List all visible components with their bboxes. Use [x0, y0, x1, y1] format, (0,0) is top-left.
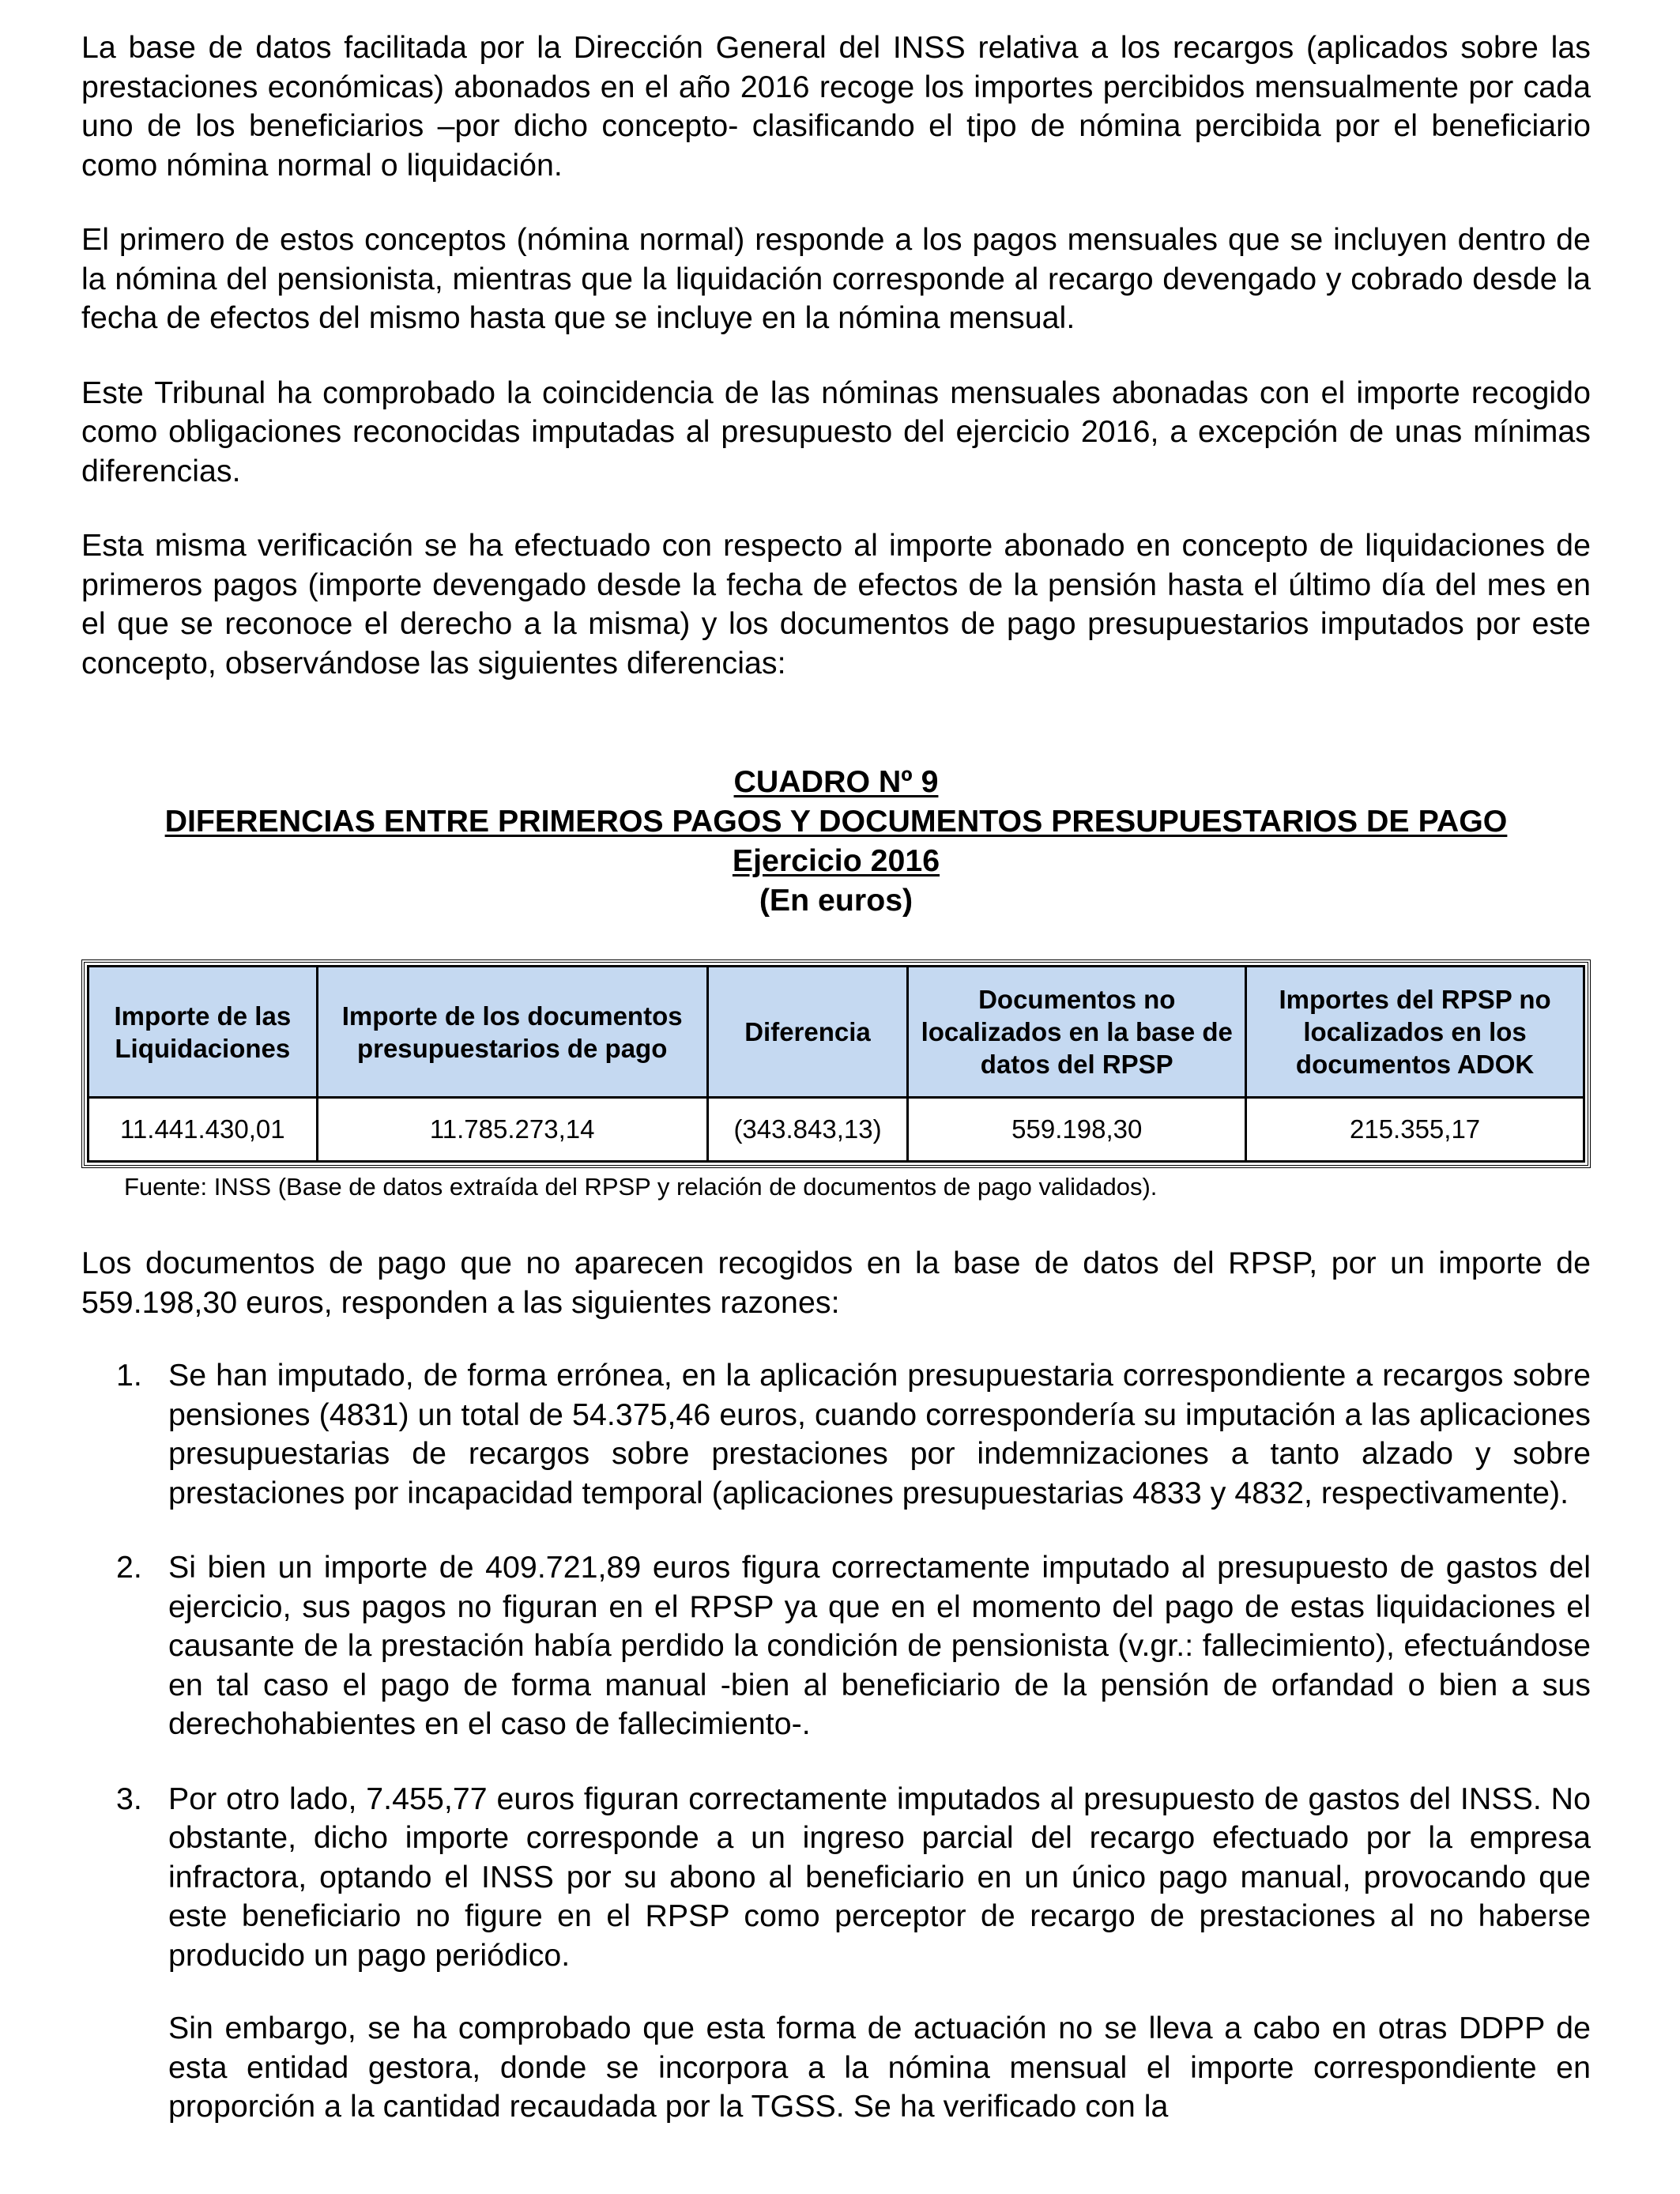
- cell-no-localizados: 559.198,30: [908, 1098, 1246, 1162]
- header-liquidaciones: Importe de las Liquidaciones: [89, 967, 318, 1098]
- list-item: [81, 1780, 1591, 1976]
- paragraph-3: Este Tribunal ha comprobado la coincidencia de las nóminas mensuales abonadas con el importe recogido como obligaciones reconocidas imputadas al presupuesto del ejercicio 2016, a excepción de unas mínimas diferencias.: [81, 375, 1591, 488]
- list-item: [81, 1548, 1591, 1744]
- reasons-list: [81, 1356, 1591, 1975]
- header-no-localizados: Documentos no localizados en la base de datos del RPSP: [908, 967, 1246, 1098]
- table-frame: [81, 959, 1591, 1168]
- table-header-row: [89, 967, 1584, 1098]
- list-number: 1.: [116, 1358, 142, 1393]
- list-number: 2.: [116, 1550, 142, 1585]
- list-number: 3.: [116, 1781, 142, 1816]
- header-documentos: Importe de los documentos presupuestarios de pago: [317, 967, 707, 1098]
- table-row: [89, 1098, 1584, 1162]
- final-paragraph: Sin embargo, se ha comprobado que esta forma de actuación no se lleva a cabo en otras DDPP de esta entidad gestora, donde se incorpora a la nómina mensual el importe correspondiente en proporción a la cantidad recaudada por la TGSS. Se ha verificado con la: [168, 2011, 1591, 2124]
- paragraph-2: El primero de estos conceptos (nómina normal) responde a los pagos mensuales que se incluyen dentro de la nómina del pensionista, mientras que la liquidación corresponde al recargo devengado y cobrado desde la fecha de efectos del mismo hasta que se incluye en la nómina mensual.: [81, 222, 1591, 335]
- table-units: (En euros): [759, 883, 913, 918]
- cell-documentos: 11.785.273,14: [317, 1098, 707, 1162]
- list-item-text: Si bien un importe de 409.721,89 euros figura correctamente imputado al presupuesto de gastos del ejercicio, sus pagos no figuran en el RPSP ya que en el momento del pago de estas liquidaciones el causante de la prestación había perdido la condición de pensionista (v.gr.: fallecimiento), efectuándose en tal caso el pago de forma manual -bien al beneficiario de la pensión de orfandad o bien a sus derechohabientes en el caso de fallecimiento-.: [168, 1550, 1591, 1741]
- header-diferencia: Diferencia: [707, 967, 908, 1098]
- cell-liquidaciones: 11.441.430,01: [89, 1098, 318, 1162]
- list-item-text: Se han imputado, de forma errónea, en la aplicación presupuestaria correspondiente a recargos sobre pensiones (4831) un total de 54.375,46 euros, cuando correspondería su imputación a las aplicaciones presupuestarias de recargos sobre prestaciones por indemnizaciones a tanto alzado y sobre prestaciones por incapacidad temporal (aplicaciones presupuestarias 4833 y 4832, respectivamente).: [168, 1358, 1591, 1510]
- list-item: [81, 1356, 1591, 1513]
- paragraph-1: La base de datos facilitada por la Dirección General del INSS relativa a los recargos (aplicados sobre las prestaciones económicas) abonados en el año 2016 recoge los importes percibidos mensualmente por cada uno de los beneficiarios –por dicho concepto- clasificando el tipo de nómina percibida por el beneficiario como nómina normal o liquidación.: [81, 30, 1591, 183]
- table-title: [81, 762, 1591, 920]
- paragraph-reasons-intro: Los documentos de pago que no aparecen recogidos en la base de datos del RPSP, por un importe de 559.198,30 euros, responden a las siguientes razones:: [81, 1246, 1591, 1320]
- document-page: [81, 28, 1591, 2127]
- list-item-text: Por otro lado, 7.455,77 euros figuran correctamente imputados al presupuesto de gastos del INSS. No obstante, dicho importe corresponde a un ingreso parcial del recargo efectuado por la empresa infractora, optando el INSS por su abono al beneficiario en un único pago manual, provocando que este beneficiario no figure en el RPSP como perceptor de recargo de prestaciones al no haberse producido un pago periódico.: [168, 1781, 1591, 1973]
- table-heading: DIFERENCIAS ENTRE PRIMEROS PAGOS Y DOCUMENTOS PRESUPUESTARIOS DE PAGO: [164, 804, 1508, 839]
- cell-rpsp-no-localizados: 215.355,17: [1246, 1098, 1584, 1162]
- table-source: Fuente: INSS (Base de datos extraída del RPSP y relación de documentos de pago validados).: [124, 1173, 1158, 1201]
- table-year: Ejercicio 2016: [732, 843, 940, 878]
- table-number: CUADRO Nº 9: [733, 764, 939, 799]
- differences-table: [87, 965, 1585, 1163]
- paragraph-4: Esta misma verificación se ha efectuado con respecto al importe abonado en concepto de liquidaciones de primeros pagos (importe devengado desde la fecha de efectos de la pensión hasta el último día del mes en el que se reconoce el derecho a la misma) y los documentos de pago presupuestarios imputados por este concepto, observándose las siguientes diferencias:: [81, 528, 1591, 680]
- header-rpsp-no-localizados: Importes del RPSP no localizados en los documentos ADOK: [1246, 967, 1584, 1098]
- cell-diferencia: (343.843,13): [707, 1098, 908, 1162]
